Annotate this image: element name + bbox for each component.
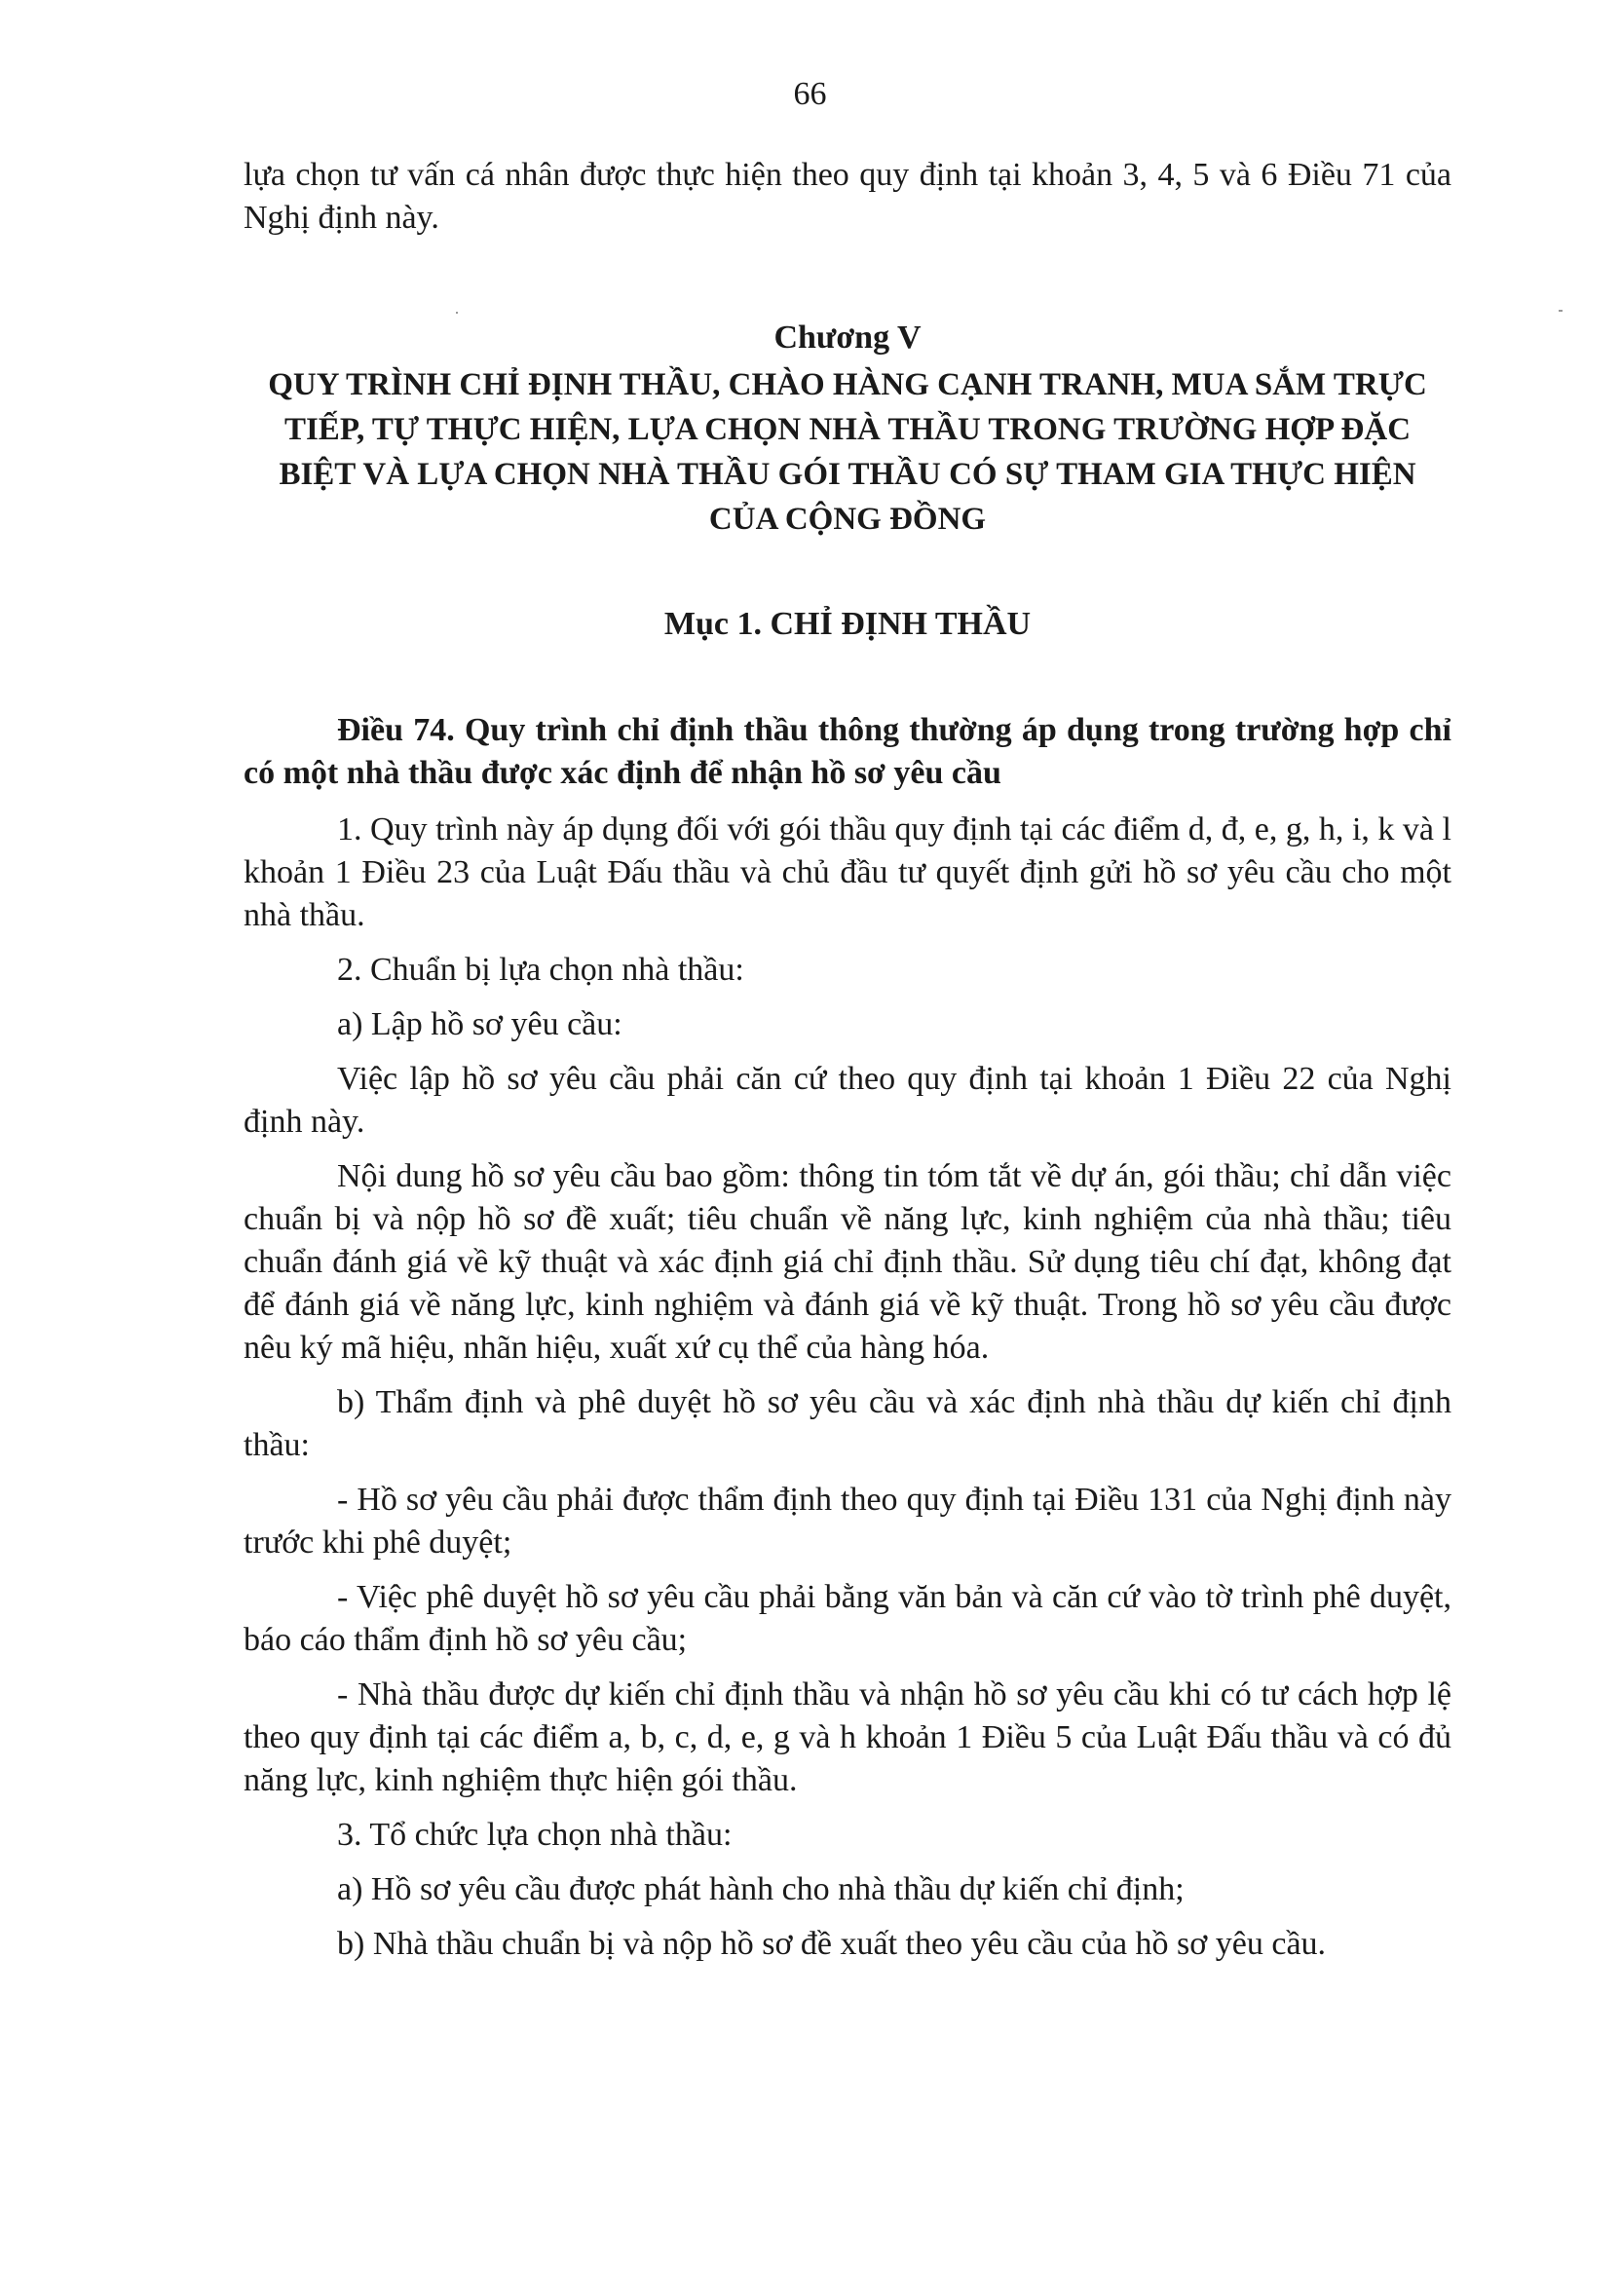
paragraph-2: 2. Chuẩn bị lựa chọn nhà thầu: <box>337 952 744 988</box>
paragraph-1: 1. Quy trình này áp dụng đối với gói thầu quy định tại các điểm d, đ, e, g, h, i, k và l khoản 1 Điều 23 của Luật Đấu thầu và chủ đầu tư quyết định gửi hồ sơ yêu cầu cho một nhà thầu. <box>244 811 1451 933</box>
chapter-title: QUY TRÌNH CHỈ ĐỊNH THẦU, CHÀO HÀNG CẠNH TRANH, MUA SẮM TRỰC TIẾP, TỰ THỰC HIỆN, LỰA CHỌN NHÀ THẦU TRONG TRƯỜNG HỢP ĐẶC BIỆT VÀ LỰA CHỌN NHÀ THẦU GÓI THẦU CÓ SỰ THAM GIA THỰC HIỆN CỦA CỘNG ĐỒNG <box>268 367 1427 537</box>
section-title: Mục 1. CHỈ ĐỊNH THẦU <box>663 606 1032 642</box>
paragraph-2b-item-2: - Việc phê duyệt hồ sơ yêu cầu phải bằng văn bản và căn cứ vào tờ trình phê duyệt, báo cáo thẩm định hồ sơ yêu cầu; <box>244 1579 1451 1658</box>
paragraph-2a-content: Nội dung hồ sơ yêu cầu bao gồm: thông tin tóm tắt về dự án, gói thầu; chỉ dẫn việc chuẩn bị và nộp hồ sơ đề xuất; tiêu chuẩn về năng lực, kinh nghiệm của nhà thầu; tiêu chuẩn đánh giá về kỹ thuật và xác định giá chỉ định thầu. Sử dụng tiêu chí đạt, không đạt để đánh giá về năng lực, kinh nghiệm và đánh giá về kỹ thuật. Trong hồ sơ yêu cầu được nêu ký mã hiệu, nhãn hiệu, xuất xứ cụ thể của hàng hóa. <box>244 1158 1451 1366</box>
scan-speck <box>456 312 458 314</box>
article-title: Điều 74. Quy trình chỉ định thầu thông thường áp dụng trong trường hợp chỉ có một nhà thầu được xác định để nhận hồ sơ yêu cầu <box>244 712 1451 791</box>
paragraph-2a: a) Lập hồ sơ yêu cầu: <box>337 1006 622 1042</box>
paragraph-2b: b) Thẩm định và phê duyệt hồ sơ yêu cầu và xác định nhà thầu dự kiến chỉ định thầu: <box>244 1384 1451 1463</box>
scan-speck <box>1559 310 1563 312</box>
intro-paragraph: lựa chọn tư vấn cá nhân được thực hiện theo quy định tại khoản 3, 4, 5 và 6 Điều 71 của Nghị định này. <box>244 157 1451 236</box>
paragraph-3b: b) Nhà thầu chuẩn bị và nộp hồ sơ đề xuất theo yêu cầu của hồ sơ yêu cầu. <box>337 1926 1327 1962</box>
paragraph-2b-item-1: - Hồ sơ yêu cầu phải được thẩm định theo quy định tại Điều 131 của Nghị định này trước khi phê duyệt; <box>244 1482 1451 1561</box>
paragraph-2b-item-3: - Nhà thầu được dự kiến chỉ định thầu và nhận hồ sơ yêu cầu khi có tư cách hợp lệ theo quy định tại các điểm a, b, c, d, e, g và h khoản 1 Điều 5 của Luật Đấu thầu và có đủ năng lực, kinh nghiệm thực hiện gói thầu. <box>244 1676 1451 1798</box>
paragraph-3: 3. Tổ chức lựa chọn nhà thầu: <box>337 1817 733 1853</box>
page-number: 66 <box>793 76 827 112</box>
paragraph-3a: a) Hồ sơ yêu cầu được phát hành cho nhà thầu dự kiến chỉ định; <box>337 1871 1185 1907</box>
paragraph-2a-text: Việc lập hồ sơ yêu cầu phải căn cứ theo quy định tại khoản 1 Điều 22 của Nghị định này. <box>244 1061 1451 1140</box>
chapter-label: Chương V <box>773 320 922 356</box>
document-body <box>244 154 1451 1977</box>
